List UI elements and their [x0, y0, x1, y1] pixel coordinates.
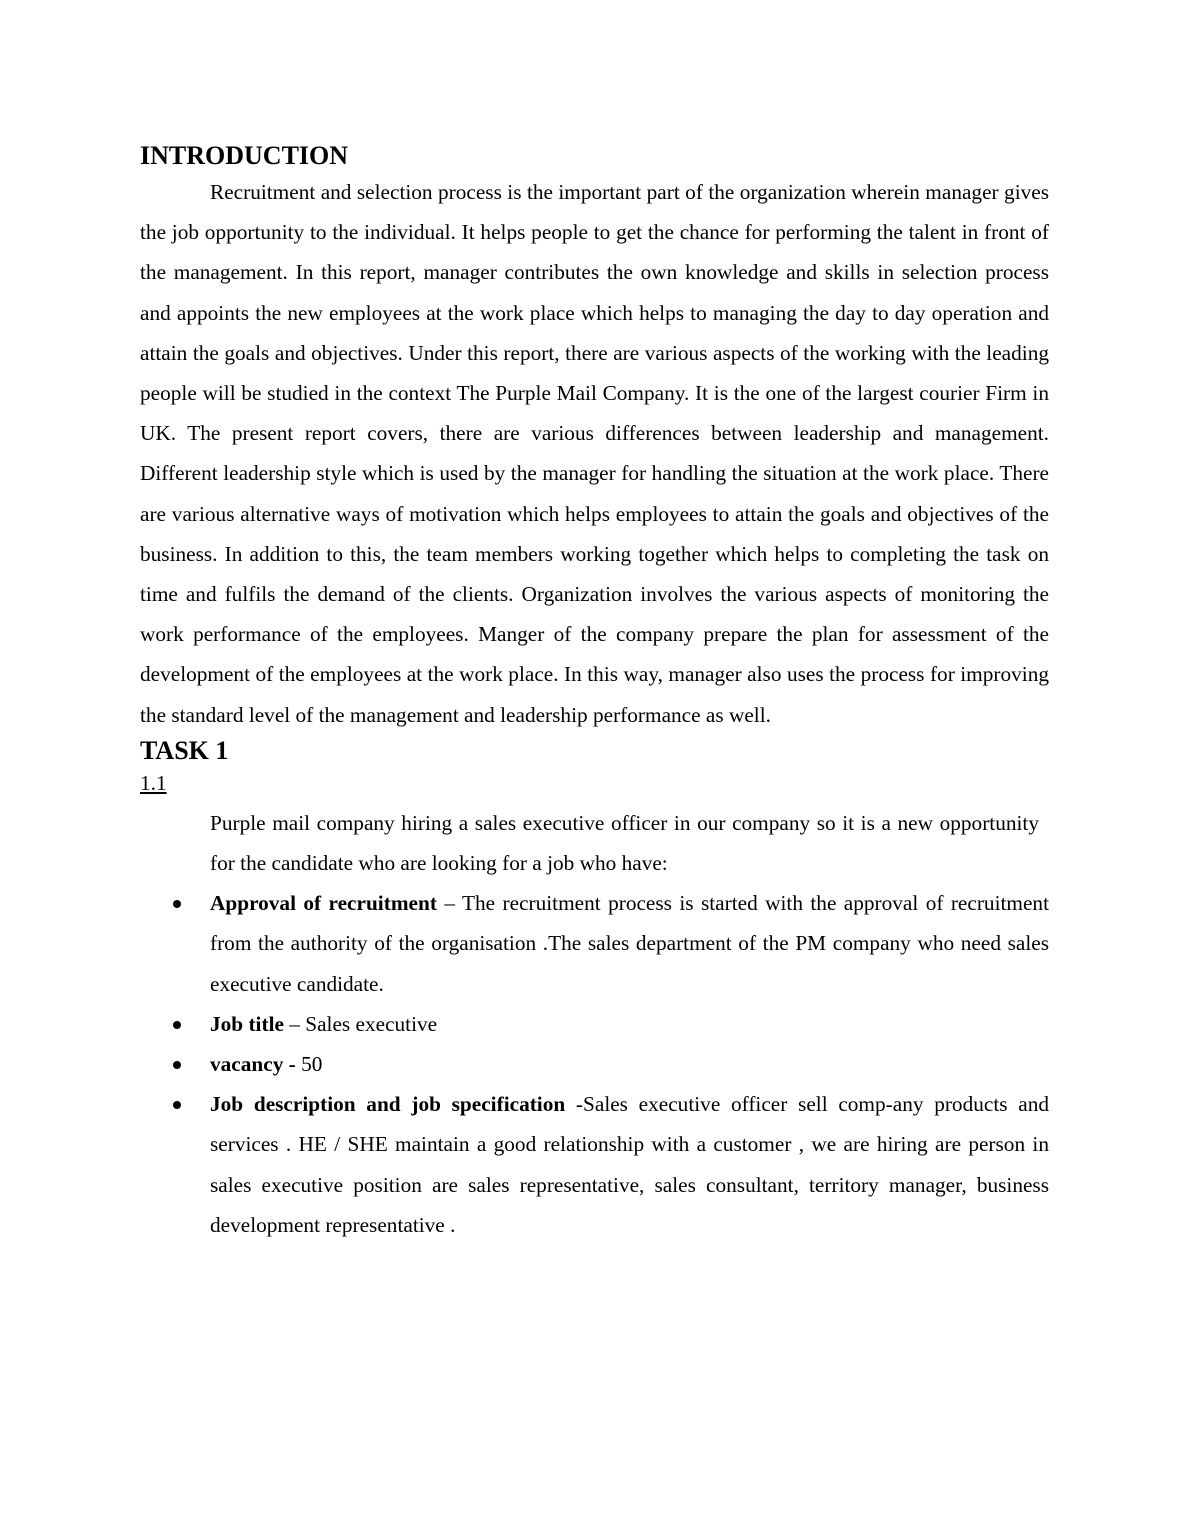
- bullet-icon: [173, 1101, 181, 1109]
- list-item-text: – Sales executive: [283, 1011, 438, 1036]
- list-item-text: -Sales executive officer sell comp-any products and services . HE / SHE maintain a good relationship with a customer , we are hiring are person in sales executive position are sales representative, sales consultant, territory manager, business development representative .: [210, 1092, 1049, 1237]
- list-item-text: 50: [295, 1052, 323, 1077]
- list-item-term: vacancy -: [210, 1052, 296, 1077]
- list-item-term: Job description and job specification: [210, 1092, 566, 1117]
- requirements-list: [140, 883, 1049, 1245]
- list-item-text: – The recruitment process is started with the approval of recruitment from the authority of the organisation .The sales department of the PM company who need sales executive candidate.: [210, 891, 1049, 996]
- bullet-icon: [173, 1061, 181, 1069]
- subsection-number: 1.1: [140, 770, 167, 795]
- bullet-icon: [173, 900, 181, 908]
- task1-heading: TASK 1: [140, 735, 229, 765]
- list-item-term: Job title: [210, 1011, 284, 1036]
- list-item: [210, 1084, 1049, 1245]
- task1-intro-paragraph: Purple mail company hiring a sales executive officer in our company so it is a new opportunity for the candidate who are looking for a job who have:: [210, 810, 1039, 876]
- list-item: [210, 883, 1049, 1004]
- list-item: [210, 1044, 1049, 1084]
- bullet-icon: [173, 1021, 181, 1029]
- introduction-paragraph: Recruitment and selection process is the important part of the organization wherein manager gives the job opportunity to the individual. It helps people to get the chance for performing the talent in front of the management. In this report, manager contributes the own knowledge and skills in selection process and appoints the new employees at the work place which helps to managing the day to day operation and attain the goals and objectives. Under this report, there are various aspects of the working with the leading people will be studied in the context The Purple Mail Company. It is the one of the largest courier Firm in UK. The present report covers, there are various differences between leadership and management. Different leadership style which is used by the manager for handling the situation at the work place. There are various alternative ways of motivation which helps employees to attain the goals and objectives of the business. In addition to this, the team members working together which helps to completing the task on time and fulfils the demand of the clients. Organization involves the various aspects of monitoring the work performance of the employees. Manger of the company prepare the plan for assessment of the development of the employees at the work place. In this way, manager also uses the process for improving the standard level of the management and leadership performance as well.: [140, 180, 1049, 727]
- document-page: [140, 140, 1049, 1245]
- introduction-heading: INTRODUCTION: [140, 141, 349, 170]
- list-item: [210, 1004, 1049, 1044]
- list-item-term: Approval of recruitment: [210, 891, 437, 916]
